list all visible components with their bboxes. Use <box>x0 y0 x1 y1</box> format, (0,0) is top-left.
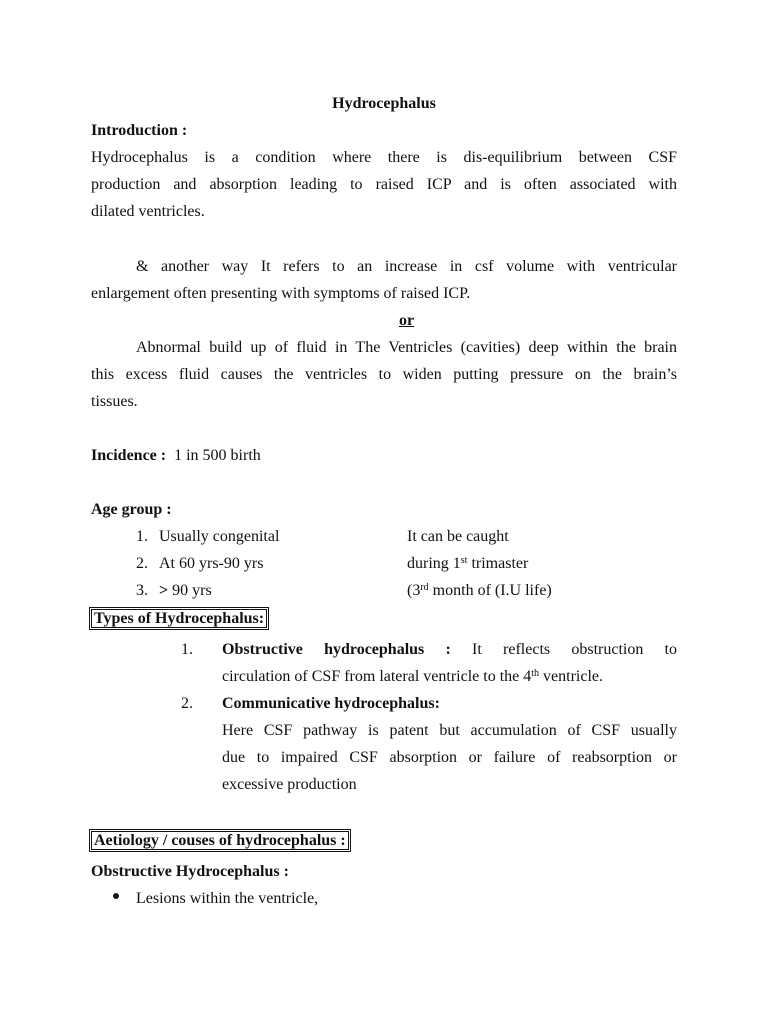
introduction-line: dilated ventricles. <box>91 203 205 220</box>
age-group-heading: Age group : <box>91 501 172 518</box>
age-item-number: 3. <box>136 582 148 599</box>
incidence-label: Incidence : <box>91 447 167 464</box>
introduction-para2-line: & another way It refers to an increase in csf volume with ventricular <box>136 258 677 275</box>
age-item-number: 1. <box>136 528 148 545</box>
introduction-para3-line: this excess fluid causes the ventricles to widen putting pressure on the brain’s <box>91 366 677 383</box>
age-note-line: It can be caught <box>407 528 509 545</box>
type-item-number: 2. <box>181 695 193 712</box>
type-item-line: excessive production <box>222 776 357 793</box>
type-item-number: 1. <box>181 641 193 658</box>
type-item-name: Communicative hydrocephalus: <box>222 695 440 712</box>
aetiology-subheading: Obstructive Hydrocephalus : <box>91 863 289 880</box>
type-item-text: circulation of CSF from lateral ventricle to the 4 <box>222 668 532 685</box>
age-note-sup: rd <box>420 582 429 593</box>
age-item-text <box>159 581 212 601</box>
types-heading-row <box>91 609 267 629</box>
document-title: Hydrocephalus <box>332 95 436 112</box>
age-note-text: (3 <box>407 582 421 599</box>
age-note-line <box>407 554 528 574</box>
introduction-heading: Introduction : <box>91 122 188 139</box>
age-note-sup: st <box>460 555 468 566</box>
greater-than-symbol: > <box>159 582 169 599</box>
introduction-para3-line: Abnormal build up of fluid in The Ventricles (cavities) deep within the brain <box>136 339 677 356</box>
types-heading: Types of Hydrocephalus: <box>91 609 267 628</box>
type-item-sup: th <box>531 668 540 679</box>
type-item-text: ventricle. <box>539 668 603 685</box>
age-note-text: during 1 <box>407 555 461 572</box>
type-item-line <box>222 667 603 687</box>
bullet-icon <box>113 893 119 899</box>
introduction-line: production and absorption leading to raised ICP and is often associated with <box>91 176 677 193</box>
age-note-line <box>407 581 552 601</box>
or-separator: or <box>398 312 415 329</box>
age-note-text: month of (I.U life) <box>428 582 552 599</box>
aetiology-heading-row <box>91 831 349 851</box>
introduction-line: Hydrocephalus is a condition where there is dis-equilibrium between CSF <box>91 149 677 166</box>
type-item-line: due to impaired CSF absorption or failure of reabsorption or <box>222 749 677 766</box>
age-item-text: At 60 yrs-90 yrs <box>159 555 264 572</box>
type-item-name: Obstructive hydrocephalus : <box>222 641 451 658</box>
age-item-value: 90 yrs <box>172 582 212 599</box>
type-item-text: It reflects obstruction to <box>472 641 677 658</box>
age-note-text: trimaster <box>467 555 529 572</box>
introduction-para2-line: enlargement often presenting with symptoms of raised ICP. <box>91 285 471 302</box>
incidence-row <box>91 446 261 466</box>
type-item-line <box>222 640 677 660</box>
age-item-text: Usually congenital <box>159 528 280 545</box>
age-item-number: 2. <box>136 555 148 572</box>
incidence-value: 1 in 500 birth <box>174 447 261 464</box>
type-item-line: Here CSF pathway is patent but accumulation of CSF usually <box>222 722 677 739</box>
introduction-para3-line: tissues. <box>91 393 138 410</box>
aetiology-heading: Aetiology / couses of hydrocephalus : <box>91 831 349 850</box>
aetiology-bullet-item: Lesions within the ventricle, <box>136 890 319 907</box>
